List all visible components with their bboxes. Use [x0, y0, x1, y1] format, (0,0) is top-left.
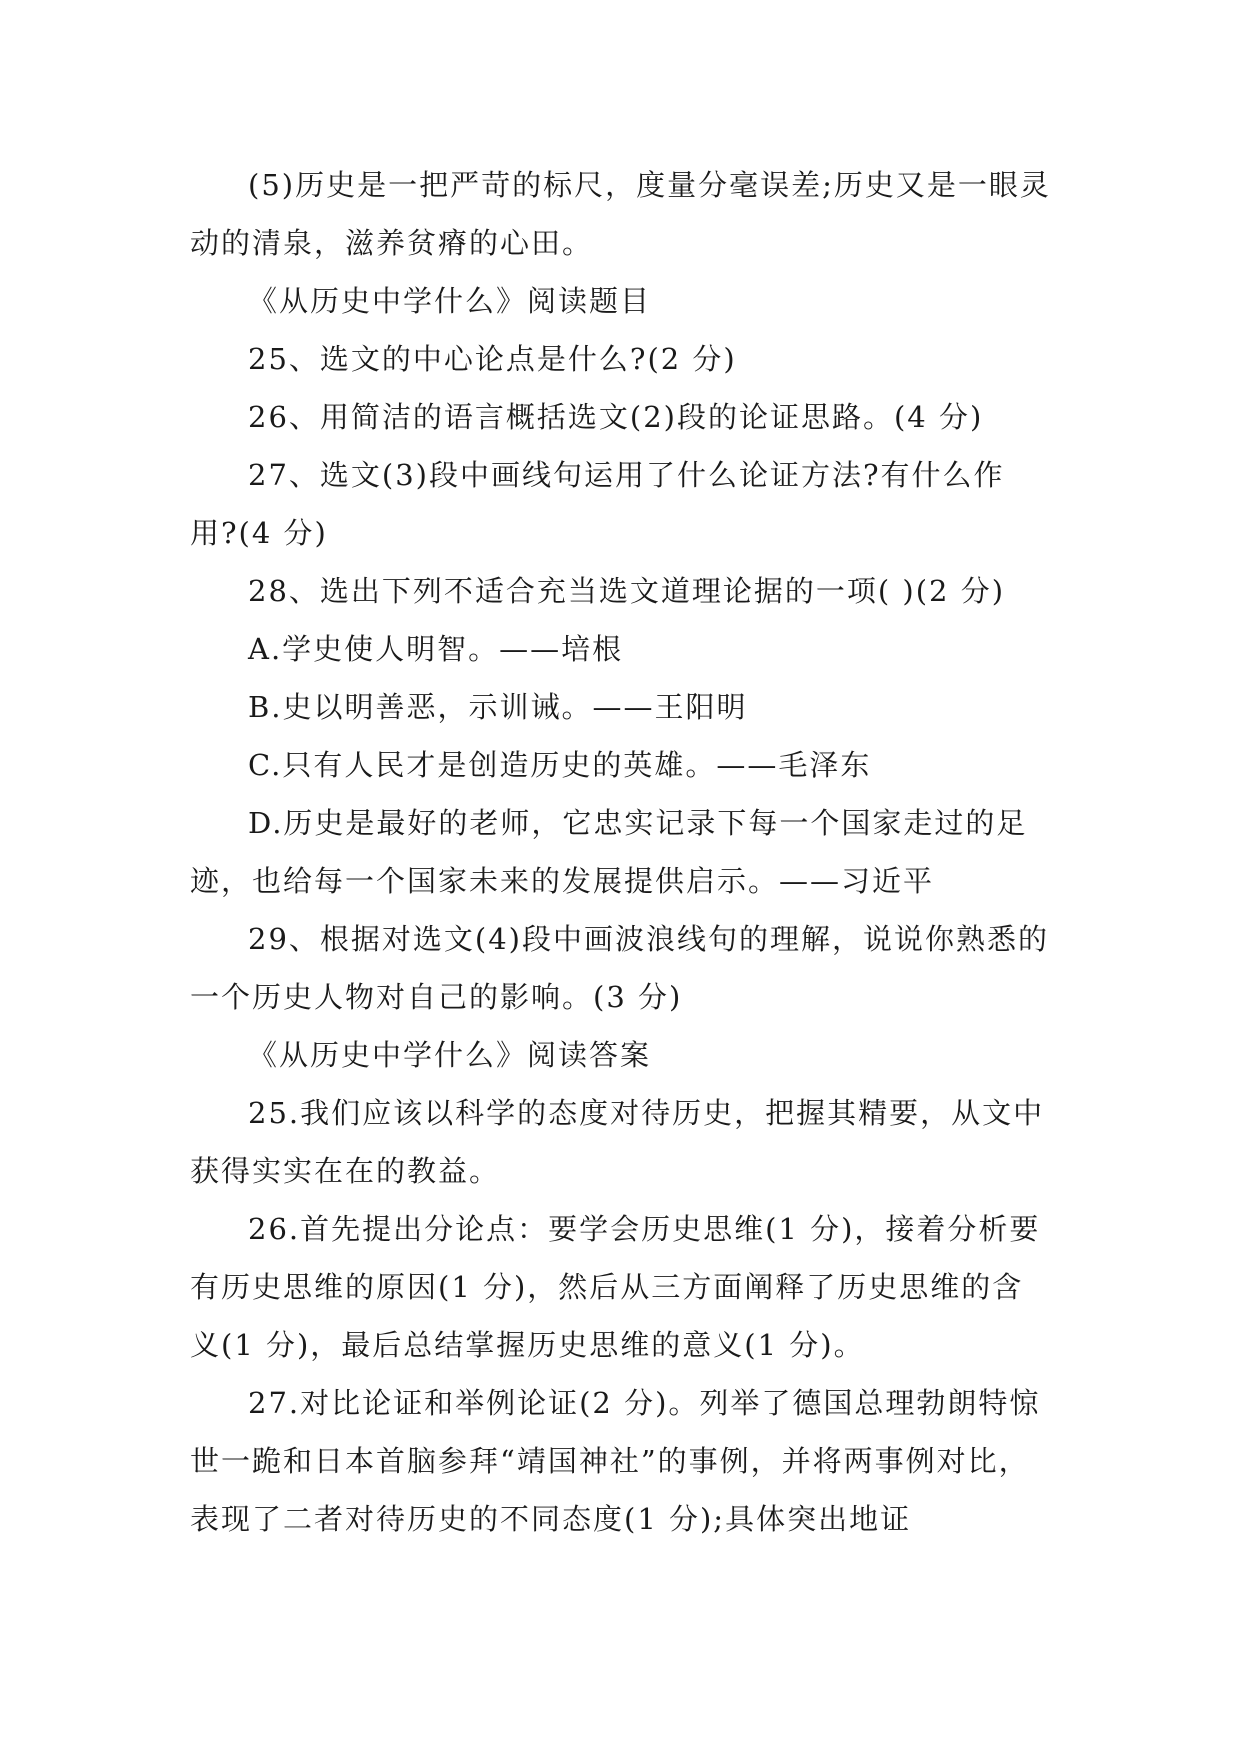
answers-heading: 《从历史中学什么》阅读答案 — [248, 1038, 652, 1072]
answer-26: 26.首先提出分论点：要学会历史思维(1 分)，接着分析要有历史思维的原因(1 分)，然后从三方面阐释了历史思维的含义(1 分)，最后总结掌握历史思维的意义(1 分)。 — [190, 1212, 1041, 1362]
option-a: A.学史使人明智。——培根 — [248, 632, 624, 666]
answer-27: 27.对比论证和举例论证(2 分)。列举了德国总理勃朗特惊世一跪和日本首脑参拜“靖国神社”的事例，并将两事例对比，表现了二者对待历史的不同态度(1 分);具体突出地证 — [190, 1386, 1041, 1536]
option-c: C.只有人民才是创造历史的英雄。——毛泽东 — [248, 748, 872, 782]
questions-heading: 《从历史中学什么》阅读题目 — [248, 284, 652, 318]
paragraph-section-5: (5)历史是一把严苛的标尺，度量分毫误差;历史又是一眼灵动的清泉，滋养贫瘠的心田。 — [190, 168, 1051, 260]
question-25: 25、选文的中心论点是什么?(2 分) — [248, 342, 737, 376]
option-d: D.历史是最好的老师，它忠实记录下每一个国家走过的足迹，也给每一个国家未来的发展提供启示。——习近平 — [190, 806, 1028, 898]
question-28: 28、选出下列不适合充当选文道理论据的一项( )(2 分) — [248, 574, 1006, 608]
question-26: 26、用简洁的语言概括选文(2)段的论证思路。(4 分) — [248, 400, 984, 434]
option-b: B.史以明善恶，示训诫。——王阳明 — [248, 690, 748, 724]
question-27: 27、选文(3)段中画线句运用了什么论证方法?有什么作用?(4 分) — [190, 458, 1005, 550]
answer-25: 25.我们应该以科学的态度对待历史，把握其精要，从文中获得实实在在的教益。 — [190, 1096, 1045, 1188]
question-29: 29、根据对选文(4)段中画波浪线句的理解，说说你熟悉的一个历史人物对自己的影响。(3 分) — [190, 922, 1049, 1014]
document-body — [190, 156, 1052, 1548]
